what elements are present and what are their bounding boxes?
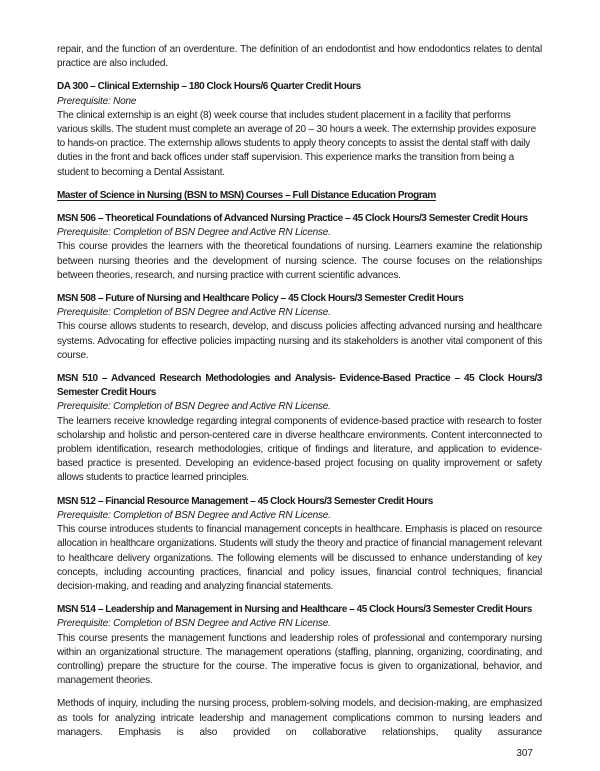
course-description: This course presents the management functions and leadership roles of professional and contemporary nursing within an organizational structure. The management operations (staffing, planning, organizing, coordinating, and controlling) prepare the structure for the course. The imperative focus is given to organizational, behavior, and management theories. <box>57 632 542 687</box>
course-block <box>57 80 542 179</box>
course-title: MSN 506 – Theoretical Foundations of Advanced Nursing Practice – 45 Clock Hours/3 Semester Credit Hours <box>57 213 528 225</box>
course-prerequisite: Prerequisite: Completion of BSN Degree and Active RN License. <box>57 227 331 239</box>
course-prerequisite: Prerequisite: Completion of BSN Degree and Active RN License. <box>57 307 331 319</box>
course-title: MSN 512 – Financial Resource Management – 45 Clock Hours/3 Semester Credit Hours <box>57 495 433 507</box>
course-prerequisite: Prerequisite: Completion of BSN Degree and Active RN License. <box>57 401 331 413</box>
course-block <box>57 603 542 740</box>
course-title: DA 300 – Clinical Externship – 180 Clock Hours/6 Quarter Credit Hours <box>57 81 361 93</box>
course-block <box>57 495 542 594</box>
course-description: The clinical externship is an eight (8) week course that includes student placement in a facility that performs various skills. The student must complete an average of 20 – 30 hours a week. The externship provides exposure to hands-on practice. The externship allows students to apply theory concepts to assist the dental staff with daily duties in the front and back offices under staff supervision. This experience marks the transition from being a student to becoming a Dental Assistant. <box>57 109 537 178</box>
course-block <box>57 372 542 486</box>
course-title: MSN 510 – Advanced Research Methodologies and Analysis- Evidence-Based Practice – 45 Clock Hours/3 Semester Credit Hours <box>57 373 542 399</box>
course-prerequisite: Prerequisite: Completion of BSN Degree and Active RN License. <box>57 618 331 630</box>
section-heading: Master of Science in Nursing (BSN to MSN) Courses – Full Distance Education Program <box>57 189 436 201</box>
course-description: The learners receive knowledge regarding integral components of evidence-based practice with research to foster scholarship and holistic and person-centered care in diverse healthcare environments. Content interconnected to problem identification, research methodologies, critique of findings and literature, and application to evidence-based practice is presented. Developing an evidence-based project focusing on quality improvement or safety allows students to practice learned principles. <box>57 415 542 484</box>
body-paragraph: repair, and the function of an overdenture. The definition of an endodontist and how endodontics relates to dental practice are also included. <box>57 44 542 70</box>
course-description: This course allows students to research, develop, and discuss policies affecting advanced nursing and healthcare systems. Advocating for effective policies impacting nursing and its stakeholders is another vital component of this course. <box>57 321 542 361</box>
course-description: This course introduces students to financial management concepts in healthcare. Emphasis is placed on resource allocation in healthcare organizations. Students will study the theory and practice of financial management relevant to healthcare delivery organizations. The following elements will be discussed to enhance understanding of key concepts, including accounting practices, financial and policy issues, financial control techniques, financial decision-making, and reading and analyzing financial statements. <box>57 524 542 592</box>
course-block <box>57 292 542 363</box>
course-prerequisite: Prerequisite: None <box>57 95 137 107</box>
page-number: 307 <box>516 747 533 759</box>
course-prerequisite: Prerequisite: Completion of BSN Degree and Active RN License. <box>57 509 331 521</box>
course-block <box>57 212 542 283</box>
page-footer <box>57 747 542 761</box>
document-content <box>57 43 542 740</box>
course-title: MSN 514 – Leadership and Management in Nursing and Healthcare – 45 Clock Hours/3 Semester Credit Hours <box>57 604 532 616</box>
course-description: Methods of inquiry, including the nursing process, problem-solving models, and decision-making, are emphasized as tools for analyzing intricate leadership and management complications common to nursing leaders and managers. Emphasis is also provided on collaborative relationships, quality assurance <box>57 698 542 738</box>
course-title: MSN 508 – Future of Nursing and Healthcare Policy – 45 Clock Hours/3 Semester Credit Hours <box>57 293 464 305</box>
course-description: This course provides the learners with the theoretical foundations of nursing. Learners examine the relationship between nursing theories and the development of nursing science. The course focuses on the relationships between theories, research, and nursing practice with current scientific advances. <box>57 241 542 281</box>
